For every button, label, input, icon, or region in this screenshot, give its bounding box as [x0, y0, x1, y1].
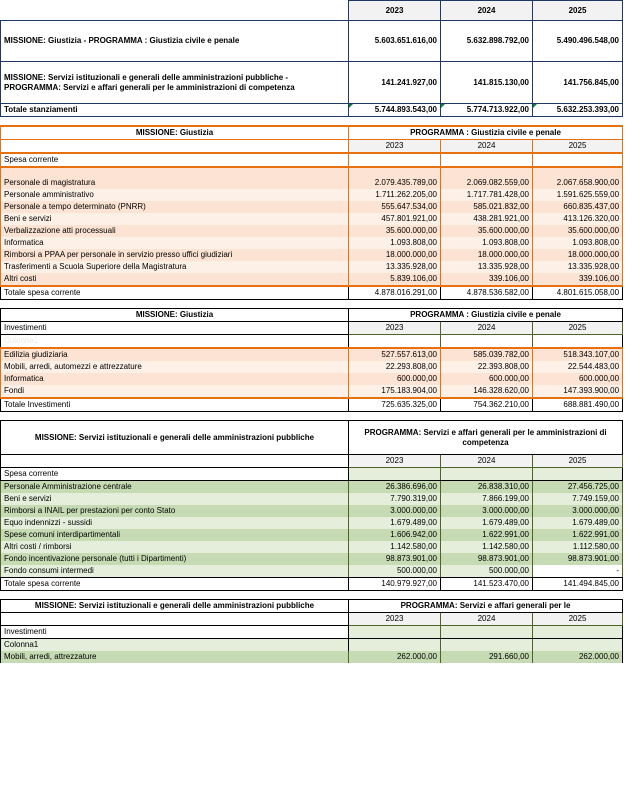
servizi-spesa-corrente-table: [0, 420, 623, 599]
summary-total-label: Totale stanziamenti: [1, 104, 349, 117]
row-spacer: [1, 591, 623, 600]
row-2024: 438.281.921,00: [441, 213, 533, 225]
row-label: Spese comuni interdipartimentali: [1, 529, 349, 541]
row-label: Fondo incentivazione personale (tutti i Dipartimenti): [1, 553, 349, 565]
row-2025: 1.622.991,00: [533, 529, 623, 541]
row-2024: 146.328.620,00: [441, 385, 533, 398]
row-2025: -: [533, 565, 623, 578]
row-label: Informatica: [1, 237, 349, 249]
table-row: [1, 189, 623, 201]
servizi-corrente-total-2024: 141.523.470,00: [441, 578, 533, 591]
table-row: [1, 361, 623, 373]
row-2023: 26.386.696,00: [349, 481, 441, 494]
colonna-blank: [349, 335, 441, 349]
row-2023: 5.839.106,00: [349, 273, 441, 286]
giustizia-corrente-total-2023: 4.878.016.291,00: [349, 286, 441, 300]
row-2024: 585.021.832,00: [441, 201, 533, 213]
row-2023: 1.093.808,00: [349, 237, 441, 249]
giustizia-investimenti-colonna: Colonna1: [1, 335, 349, 349]
table-row: [1, 541, 623, 553]
summary-corner-cell: [1, 1, 349, 21]
row-2025: 1.112.580,00: [533, 541, 623, 553]
table-row: [1, 651, 623, 663]
table-row: [1, 517, 623, 529]
band-cell: [441, 167, 533, 177]
colonna-blank: [533, 639, 623, 652]
servizi-corrente-programma: PROGRAMMA: Servizi e affari generali per le amministrazioni di competenza: [349, 421, 623, 455]
row-2023: 7.790.319,00: [349, 493, 441, 505]
table-row: [1, 553, 623, 565]
row-2024: 7.866.199,00: [441, 493, 533, 505]
row-label: Equo indennizzi - sussidi: [1, 517, 349, 529]
colonna-row: [1, 335, 623, 349]
row-2024: 26.838.310,00: [441, 481, 533, 494]
table-row: [1, 493, 623, 505]
giustizia-corrente-section-label: Spesa corrente: [1, 153, 349, 167]
row-2025: 147.393.900,00: [533, 385, 623, 398]
row-2025: 18.000.000,00: [533, 249, 623, 261]
row-2025: 600.000,00: [533, 373, 623, 385]
row-2024: 1.717.781.428,00: [441, 189, 533, 201]
table-row: [1, 213, 623, 225]
row-2025: 13.335.928,00: [533, 261, 623, 273]
row-2025: 3.000.000,00: [533, 505, 623, 517]
giustizia-investimenti-section-label: Investimenti: [1, 322, 349, 335]
table-row: [1, 1, 623, 21]
table-row: [1, 201, 623, 213]
row-2024: 1.679.489,00: [441, 517, 533, 529]
row-2025: 1.591.625.559,00: [533, 189, 623, 201]
summary-row-2025: 141.756.845,00: [533, 62, 623, 104]
section-row: [1, 153, 623, 167]
giustizia-investimenti-table: [0, 308, 623, 420]
summary-row-label: MISSIONE: Giustizia - PROGRAMMA : Giustizia civile e penale: [1, 21, 349, 62]
row-2025: 98.873.901,00: [533, 553, 623, 565]
row-2023: 175.183.904,00: [349, 385, 441, 398]
servizi-corrente-total-label: Totale spesa corrente: [1, 578, 349, 591]
servizi-investimenti-blank-cell: [1, 613, 349, 626]
row-label: Trasferimenti a Scuola Superiore della Magistratura: [1, 261, 349, 273]
servizi-investimenti-colonna: Colonna1: [1, 639, 349, 652]
row-2025: 518.343.107,00: [533, 348, 623, 361]
table-header-row: [1, 421, 623, 455]
row-2023: 1.711.262.205,00: [349, 189, 441, 201]
section-blank: [441, 468, 533, 481]
row-2023: 35.600.000,00: [349, 225, 441, 237]
servizi-corrente-year-2023: 2023: [349, 455, 441, 468]
section-blank: [349, 468, 441, 481]
row-label: Personale amministrativo: [1, 189, 349, 201]
section-blank: [349, 153, 441, 167]
summary-row-2024: 5.632.898.792,00: [441, 21, 533, 62]
table-header-row: [1, 455, 623, 468]
section-row: [1, 626, 623, 639]
summary-year-2025: 2025: [533, 1, 623, 21]
row-2024: 3.000.000,00: [441, 505, 533, 517]
summary-row-2024: 141.815.130,00: [441, 62, 533, 104]
table-row: [1, 505, 623, 517]
row-2025: 27.456.725,00: [533, 481, 623, 494]
servizi-investimenti-year-2023: 2023: [349, 613, 441, 626]
colonna-row: [1, 639, 623, 652]
row-2025: 413.126.320,00: [533, 213, 623, 225]
giustizia-investimenti-missione: MISSIONE: Giustizia: [1, 309, 349, 322]
table-row-total: [1, 578, 623, 591]
row-2023: 500.000,00: [349, 565, 441, 578]
summary-row-2025: 5.490.496.548,00: [533, 21, 623, 62]
row-2024: 1.622.991,00: [441, 529, 533, 541]
colonna-blank: [441, 335, 533, 349]
summary-year-2023: 2023: [349, 1, 441, 21]
colonna-blank: [349, 639, 441, 652]
row-2024: 585.039.782,00: [441, 348, 533, 361]
row-label: Personale Amministrazione centrale: [1, 481, 349, 494]
table-row: [1, 385, 623, 398]
row-2023: 457.801.921,00: [349, 213, 441, 225]
band-cell: [349, 167, 441, 177]
giustizia-spesa-corrente-table: [0, 125, 623, 308]
giustizia-corrente-total-label: Totale spesa corrente: [1, 286, 349, 300]
servizi-corrente-total-2023: 140.979.927,00: [349, 578, 441, 591]
row-2025: 2.067.658.900,00: [533, 177, 623, 189]
giustizia-corrente-year-2025: 2025: [533, 140, 623, 154]
row-2024: 1.093.808,00: [441, 237, 533, 249]
summary-row-2023: 5.603.651.616,00: [349, 21, 441, 62]
row-spacer: [1, 300, 623, 309]
row-label: Informatica: [1, 373, 349, 385]
row-label: Rimborsi a INAIL per prestazioni per conto Stato: [1, 505, 349, 517]
giustizia-investimenti-total-2025: 688.881.490,00: [533, 398, 623, 412]
row-2023: 1.142.580,00: [349, 541, 441, 553]
table-header-row: [1, 322, 623, 335]
row-2023: 2.079.435.789,00: [349, 177, 441, 189]
row-2024: 500.000,00: [441, 565, 533, 578]
summary-total-2023: 5.744.893.543,00: [349, 104, 441, 117]
giustizia-corrente-total-2025: 4.801.615.058,00: [533, 286, 623, 300]
row-2023: 1.679.489,00: [349, 517, 441, 529]
table-row: [1, 21, 623, 62]
servizi-corrente-section-label: Spesa corrente: [1, 468, 349, 481]
table-row: [1, 237, 623, 249]
giustizia-investimenti-total-2024: 754.362.210,00: [441, 398, 533, 412]
row-2024: 98.873.901,00: [441, 553, 533, 565]
row-label: Altri costi / rimborsi: [1, 541, 349, 553]
row-label: Beni e servizi: [1, 493, 349, 505]
band-cell: [533, 167, 623, 177]
giustizia-investimenti-programma: PROGRAMMA : Giustizia civile e penale: [349, 309, 623, 322]
servizi-investimenti-year-2025: 2025: [533, 613, 623, 626]
colonna-blank: [533, 335, 623, 349]
summary-total-2024: 5.774.713.922,00: [441, 104, 533, 117]
row-2024: 600.000,00: [441, 373, 533, 385]
summary-row-label: MISSIONE: Servizi istituzionali e generali delle amministrazioni pubbliche - PROGRAMMA: Servizi e affari generali per le amministrazioni di competenza: [1, 62, 349, 104]
row-label: Personale a tempo determinato (PNRR): [1, 201, 349, 213]
servizi-investimenti-programma: PROGRAMMA: Servizi e affari generali per le: [349, 600, 623, 613]
table-row: [1, 177, 623, 189]
servizi-investimenti-missione: MISSIONE: Servizi istituzionali e generali delle amministrazioni pubbliche: [1, 600, 349, 613]
colonna-blank: [441, 639, 533, 652]
table-header-row: [1, 600, 623, 613]
table-header-row: [1, 613, 623, 626]
table-row: [1, 225, 623, 237]
section-blank: [441, 626, 533, 639]
giustizia-investimenti-total-2023: 725.635.325,00: [349, 398, 441, 412]
giustizia-investimenti-year-2023: 2023: [349, 322, 441, 335]
giustizia-corrente-programma: PROGRAMMA : Giustizia civile e penale: [349, 126, 623, 140]
giustizia-corrente-year-2023: 2023: [349, 140, 441, 154]
row-2025: 22.544.483,00: [533, 361, 623, 373]
row-2025: 7.749.159,00: [533, 493, 623, 505]
row-2025: 35.600.000,00: [533, 225, 623, 237]
row-2024: 18.000.000,00: [441, 249, 533, 261]
giustizia-corrente-year-2024: 2024: [441, 140, 533, 154]
row-2024: 339.106,00: [441, 273, 533, 286]
table-header-row: [1, 126, 623, 140]
row-2023: 22.293.808,00: [349, 361, 441, 373]
row-label: Rimborsi a PPAA per personale in servizio presso uffici giudiziari: [1, 249, 349, 261]
table-row: [1, 249, 623, 261]
section-blank: [441, 153, 533, 167]
row-2023: 600.000,00: [349, 373, 441, 385]
row-label: Edilizia giudiziaria: [1, 348, 349, 361]
row-label: Mobili, arredi, attrezzature: [1, 651, 349, 663]
table-row: [1, 565, 623, 578]
servizi-corrente-blank-cell: [1, 455, 349, 468]
table-header-row: [1, 140, 623, 154]
table-header-row: [1, 309, 623, 322]
table-row: [1, 261, 623, 273]
row-spacer: [1, 412, 623, 421]
row-label: Beni e servizi: [1, 213, 349, 225]
row-2025: 660.835.437,00: [533, 201, 623, 213]
table-row: [1, 348, 623, 361]
row-2024: 291.660,00: [441, 651, 533, 663]
row-2025: 339.106,00: [533, 273, 623, 286]
table-row-total: [1, 398, 623, 412]
row-2023: 3.000.000,00: [349, 505, 441, 517]
table-row: [1, 481, 623, 494]
row-label: Fondo consumi intermedi: [1, 565, 349, 578]
section-row: [1, 468, 623, 481]
servizi-corrente-total-2025: 141.494.845,00: [533, 578, 623, 591]
table-row: [1, 62, 623, 104]
row-2025: 262.000,00: [533, 651, 623, 663]
row-2024: 35.600.000,00: [441, 225, 533, 237]
row-2024: 13.335.928,00: [441, 261, 533, 273]
giustizia-corrente-total-2024: 4.878.536.582,00: [441, 286, 533, 300]
row-label: Personale di magistratura: [1, 177, 349, 189]
row-2023: 1.606.942,00: [349, 529, 441, 541]
row-2023: 98.873.901,00: [349, 553, 441, 565]
row-label: Verbalizzazione atti processuali: [1, 225, 349, 237]
row-2023: 18.000.000,00: [349, 249, 441, 261]
servizi-investimenti-table: [0, 599, 623, 663]
row-2023: 555.647.534,00: [349, 201, 441, 213]
summary-year-2024: 2024: [441, 1, 533, 21]
giustizia-investimenti-year-2024: 2024: [441, 322, 533, 335]
row-label: Altri costi: [1, 273, 349, 286]
giustizia-investimenti-year-2025: 2025: [533, 322, 623, 335]
band-cell: [1, 167, 349, 177]
row-2024: 22.393.808,00: [441, 361, 533, 373]
row-2024: 1.142.580,00: [441, 541, 533, 553]
section-blank: [349, 626, 441, 639]
servizi-investimenti-year-2024: 2024: [441, 613, 533, 626]
row-2024: 2.069.082.559,00: [441, 177, 533, 189]
giustizia-investimenti-total-label: Totale Investimenti: [1, 398, 349, 412]
table-row-total: [1, 104, 623, 117]
row-2023: 527.557.613,00: [349, 348, 441, 361]
section-blank: [533, 626, 623, 639]
table-row: [1, 373, 623, 385]
band-row: [1, 167, 623, 177]
table-row-total: [1, 286, 623, 300]
section-blank: [533, 468, 623, 481]
giustizia-corrente-blank-cell: [1, 140, 349, 154]
row-label: Fondi: [1, 385, 349, 398]
servizi-corrente-year-2025: 2025: [533, 455, 623, 468]
row-2023: 13.335.928,00: [349, 261, 441, 273]
servizi-corrente-year-2024: 2024: [441, 455, 533, 468]
section-blank: [533, 153, 623, 167]
row-label: Mobili, arredi, automezzi e attrezzature: [1, 361, 349, 373]
giustizia-corrente-missione: MISSIONE: Giustizia: [1, 126, 349, 140]
servizi-investimenti-section-label: Investimenti: [1, 626, 349, 639]
table-row: [1, 273, 623, 286]
summary-total-2025: 5.632.253.393,00: [533, 104, 623, 117]
summary-row-2023: 141.241.927,00: [349, 62, 441, 104]
row-2025: 1.093.808,00: [533, 237, 623, 249]
row-spacer: [1, 117, 623, 126]
servizi-corrente-missione: MISSIONE: Servizi istituzionali e generali delle amministrazioni pubbliche: [1, 421, 349, 455]
row-2025: 1.679.489,00: [533, 517, 623, 529]
row-2023: 262.000,00: [349, 651, 441, 663]
table-row: [1, 529, 623, 541]
summary-table: [0, 0, 623, 125]
